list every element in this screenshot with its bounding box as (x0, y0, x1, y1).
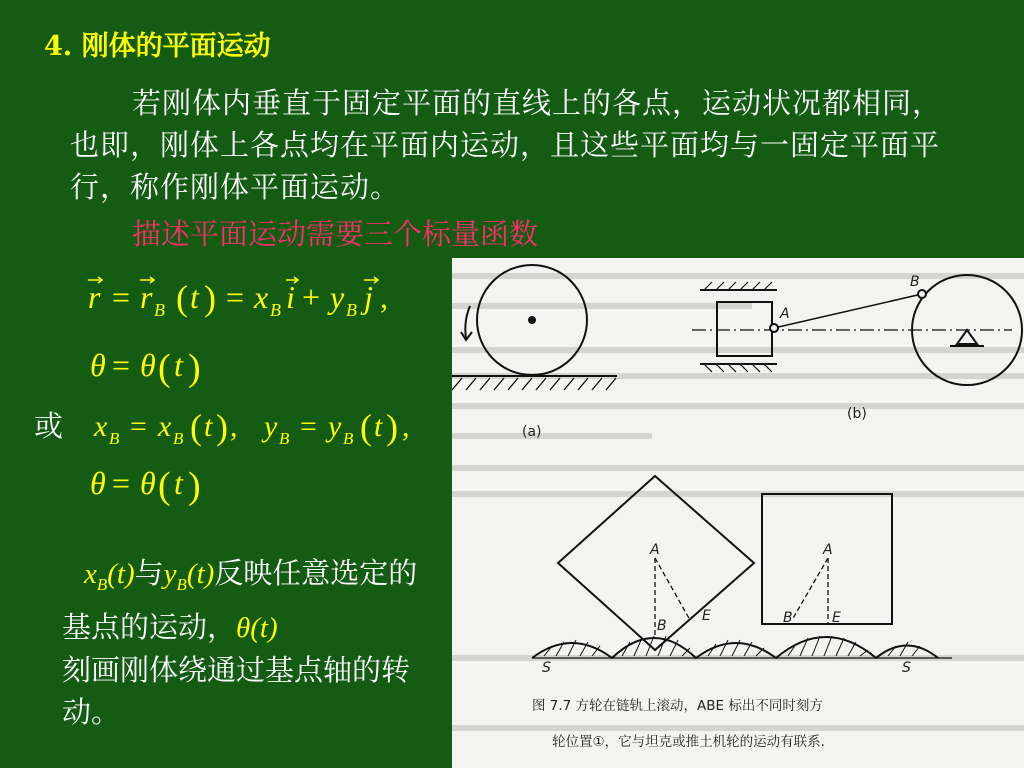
label-wheel2-A: A (823, 542, 833, 558)
explanation-note (62, 552, 432, 733)
position-vector-equation (84, 272, 434, 330)
theta-symbol: θ(t) (236, 611, 278, 644)
svg-text:): ) (216, 407, 228, 447)
yb-symbol: $y_B(t)$ (163, 558, 215, 594)
svg-text:θ: θ (90, 465, 106, 501)
svg-text:(: ( (360, 407, 372, 447)
label-wheel1-A: A (650, 542, 660, 558)
svg-text:=: = (112, 465, 131, 501)
label-wheel1-B: B (657, 618, 667, 634)
label-wheel2-E: E (832, 610, 841, 626)
angle-formula (88, 342, 228, 392)
svg-text:θ: θ (90, 347, 106, 383)
disk-center (529, 317, 535, 323)
svg-text:B: B (343, 429, 354, 448)
svg-text:θ: θ (140, 465, 156, 501)
svg-text:+: + (302, 279, 321, 315)
label-wheel2-B: B (783, 610, 793, 626)
svg-text:,: , (380, 279, 388, 315)
svg-text:): ) (188, 465, 201, 507)
svg-text:θ: θ (140, 347, 156, 383)
slider-crank-diagram (692, 275, 1022, 385)
svg-text:(: ( (158, 465, 171, 507)
note-and: 与 (134, 556, 164, 590)
label-track-S-left: S (542, 660, 551, 676)
highlight-statement: 描述平面运动需要三个标量函数 (132, 217, 539, 251)
svg-text:t: t (374, 410, 383, 443)
square-wheel-diagram (532, 476, 952, 658)
svg-text:=: = (112, 347, 131, 383)
xb-symbol: $x_B(t)$ (84, 558, 135, 594)
svg-text:): ) (188, 347, 201, 389)
svg-text:t: t (204, 410, 213, 443)
svg-text:=: = (112, 279, 131, 315)
page-title: 4. 刚体的平面运动 (44, 31, 271, 62)
svg-text:=: = (300, 410, 317, 443)
svg-text:j: j (364, 279, 373, 315)
svg-text:x: x (254, 279, 269, 315)
svg-text:B: B (346, 300, 357, 320)
angle-formula-2 (88, 460, 228, 510)
label-wheel1-E: E (702, 608, 711, 624)
position-vector-formula (84, 272, 434, 322)
svg-text:): ) (386, 407, 398, 447)
coordinate-formula (92, 402, 442, 452)
note-base-point-text: 反映任意选定的基点的运动， (62, 556, 418, 644)
rolling-disk-diagram (452, 265, 617, 390)
figure-caption-line1: 图 7.7 方轮在链轨上滚动，ABE 标出不同时刻方 (532, 698, 823, 714)
svg-text:B: B (173, 429, 184, 448)
label-slider-A: A (780, 306, 790, 322)
ground-hatch (452, 378, 616, 390)
svg-text:y: y (264, 410, 278, 443)
svg-text:(: ( (190, 407, 202, 447)
svg-text:y: y (330, 279, 345, 315)
rotation-arrow (465, 306, 470, 338)
track-hatch (544, 636, 920, 656)
svg-text:): ) (204, 278, 216, 318)
label-crank-B: B (910, 274, 920, 290)
rolling-motion-diagram (452, 258, 1024, 768)
note-rotation-text: 刻画刚体绕通过基点轴的转动。 (62, 652, 411, 729)
label-b: (b) (847, 406, 867, 422)
svg-text:=: = (226, 279, 245, 315)
svg-text:t: t (174, 465, 183, 501)
svg-text:y: y (328, 410, 342, 443)
svg-text:,: , (230, 410, 238, 443)
label-track-S-right: S (902, 660, 911, 676)
svg-text:t: t (174, 347, 183, 383)
svg-text:t: t (190, 279, 199, 315)
coordinate-equations (92, 402, 442, 460)
svg-text:B: B (109, 429, 120, 448)
definition-paragraph: 若刚体内垂直于固定平面的直线上的各点，运动状况都相同，也即，刚体上各点均在平面内运动，且这些平面均与一固定平面平行，称作刚体平面运动。 (70, 86, 943, 204)
or-label: 或 (34, 409, 64, 443)
svg-text:B: B (279, 429, 290, 448)
connecting-rod (774, 294, 922, 328)
svg-text:=: = (130, 410, 147, 443)
svg-text:(: ( (158, 347, 171, 389)
angle-equation (88, 342, 228, 400)
textbook-figure (452, 258, 1024, 768)
label-a: (a) (522, 424, 542, 440)
svg-text:i: i (286, 279, 295, 315)
svg-text:B: B (270, 300, 281, 320)
rotated-square-wheel (558, 476, 754, 650)
svg-text:r: r (140, 279, 153, 315)
svg-text:x: x (158, 410, 172, 443)
angle-equation-2 (88, 460, 228, 518)
svg-text:x: x (94, 410, 108, 443)
svg-text:B: B (154, 300, 165, 320)
scan-noise (452, 276, 1024, 728)
svg-text:,: , (402, 410, 410, 443)
figure-caption-line2: 轮位置①，它与坦克或推土机轮的运动有联系. (552, 734, 825, 750)
pivot-support (957, 330, 977, 344)
svg-text:(: ( (176, 278, 188, 318)
svg-text:r: r (88, 279, 101, 315)
